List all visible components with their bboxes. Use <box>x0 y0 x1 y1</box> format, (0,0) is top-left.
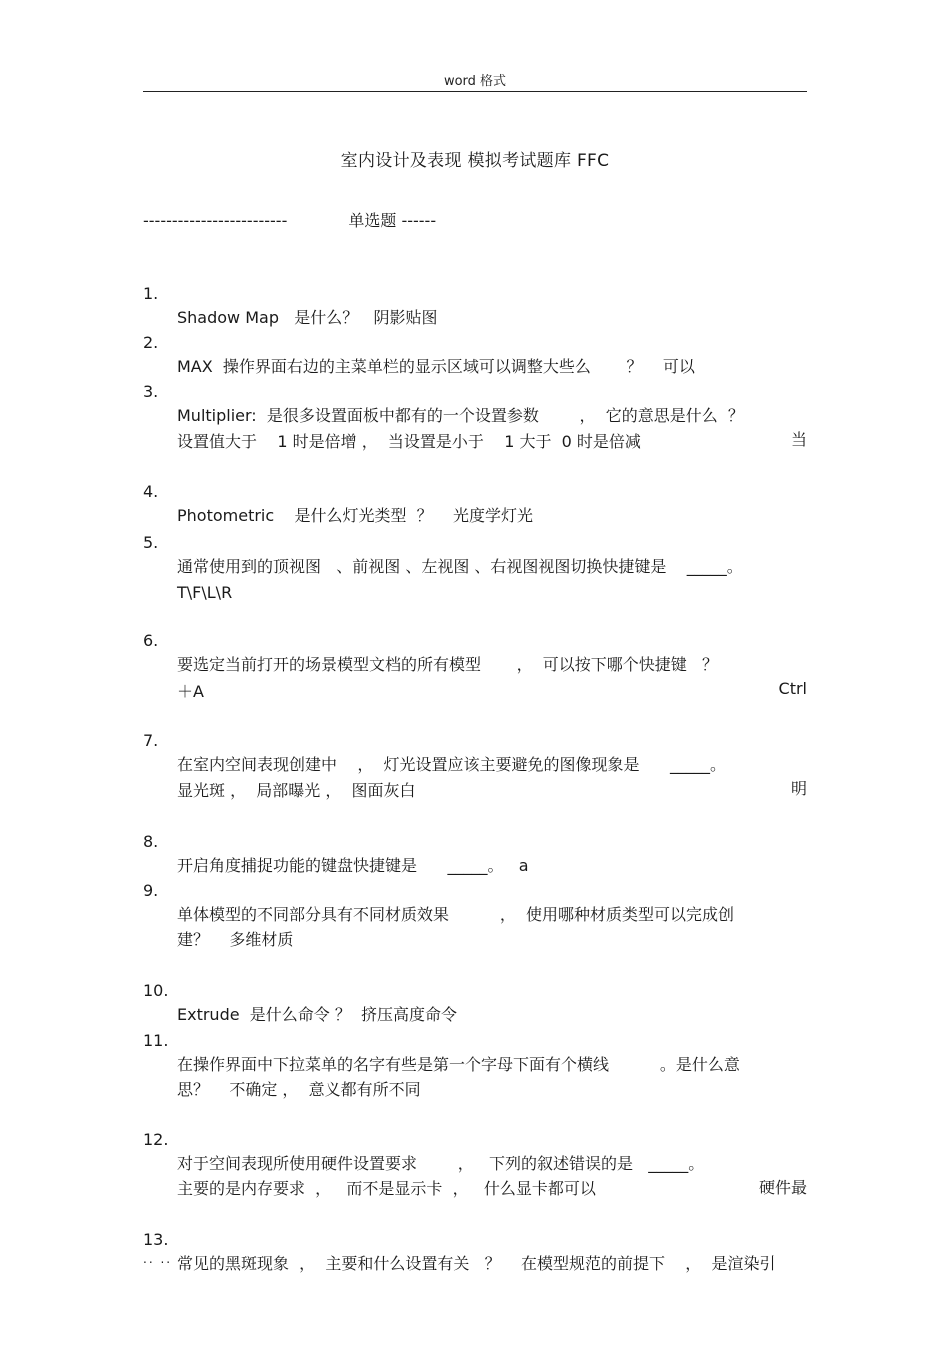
question-text: 在室内空间表现创建中 ， 灯光设置应该主要避免的图像现象是 <box>177 755 671 774</box>
question-number: 1. <box>143 284 159 303</box>
answer-blank: _____。 <box>447 856 504 875</box>
question-number: 11. <box>143 1031 169 1050</box>
question-number: 3. <box>143 382 159 401</box>
question-text: Extrude 是什么命令 ？ 挤压高度命令 <box>177 1005 458 1024</box>
document-title: 室内设计及表现 模拟考试题库 FFC <box>340 151 610 171</box>
question-number: 8. <box>143 832 159 851</box>
page-footer: .. .. <box>143 1252 173 1266</box>
question-text: 在操作界面中下拉菜单的名字有些是第一个字母下面有个横线 。是什么意 <box>177 1055 740 1074</box>
answer-text: 思？ 不确定 ， 意义都有所不同 <box>177 1080 421 1099</box>
question-text: Multiplier: 是很多设置面板中都有的一个设置参数 ， 它的意思是什么 ？ <box>177 406 744 425</box>
question-text: Shadow Map 是什么？ 阴影贴图 <box>177 308 438 327</box>
answer-start: Ctrl <box>778 679 807 698</box>
question-text: 常见的黑斑现象 ， 主要和什么设置有关 ？ 在模型规范的前提下 ， 是渲染引 <box>177 1254 776 1273</box>
question-number: 13. <box>143 1230 169 1249</box>
answer-blank: _____。 <box>648 1154 705 1173</box>
question-number: 12. <box>143 1130 169 1149</box>
answer-text: T\F\L\R <box>177 583 233 602</box>
question-text: 单体模型的不同部分具有不同材质效果 ， 使用哪种材质类型可以完成创 <box>177 905 735 924</box>
question-number: 5. <box>143 533 159 552</box>
question-text: 要选定当前打开的场景模型文档的所有模型 ， 可以按下哪个快捷键 ？ <box>177 655 719 674</box>
question-number: 6. <box>143 631 159 650</box>
question-number: 9. <box>143 881 159 900</box>
answer-text: 建？ 多维材质 <box>177 930 294 949</box>
header-rule <box>143 91 807 92</box>
answer-start: 明 <box>790 779 807 798</box>
page-header: word 格式 <box>443 74 507 89</box>
section-heading: ------------------------- 单选题 ------ <box>143 211 437 230</box>
answer-blank: _____。 <box>670 755 727 774</box>
answer-text: 主要的是内存要求 ， 而不是显示卡 ， 什么显卡都可以 <box>177 1179 596 1198</box>
question-number: 10. <box>143 981 169 1000</box>
question-text: MAX 操作界面右边的主菜单栏的显示区域可以调整大些么 ？ 可以 <box>177 357 695 376</box>
question-text: 对于空间表现所使用硬件设置要求 ， 下列的叙述错误的是 <box>177 1154 649 1173</box>
answer-text: ＋A <box>177 682 204 701</box>
question-number: 4. <box>143 482 159 501</box>
question-text: Photometric 是什么灯光类型 ？ 光度学灯光 <box>177 506 534 525</box>
answer-text: 设置值大于 1 时是倍增 ， 当设置是小于 1 大于 0 时是倍减 <box>177 432 641 451</box>
question-number: 2. <box>143 333 159 352</box>
question-text: 开启角度捕捉功能的键盘快捷键是 <box>177 856 448 875</box>
question-text: 通常使用到的顶视图 、前视图 、左视图 、右视图视图切换快捷键是 <box>177 557 687 576</box>
answer-start: 当 <box>790 430 807 449</box>
answer-start: 硬件最 <box>758 1178 807 1197</box>
answer-blank: _____。 <box>686 557 743 576</box>
answer-text: 显光斑 ， 局部曝光 ， 图面灰白 <box>177 781 416 800</box>
answer-text: a <box>503 856 529 875</box>
question-number: 7. <box>143 731 159 750</box>
